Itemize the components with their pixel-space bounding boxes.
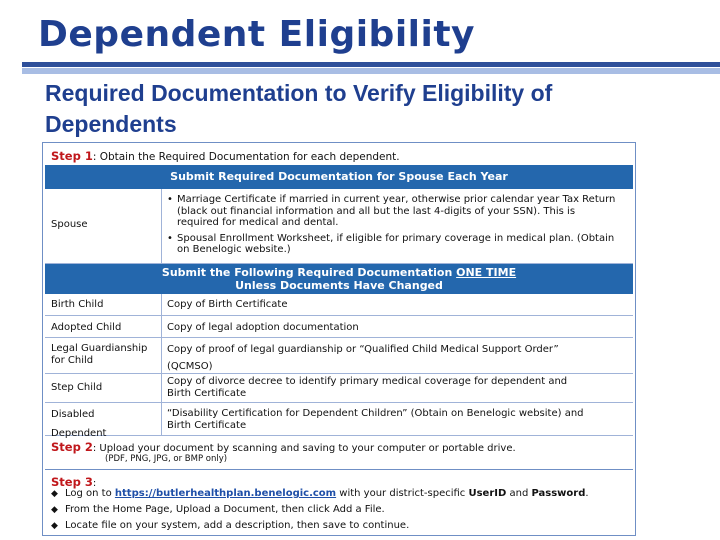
table-row [45,374,633,403]
row-label: Legal Guardianship for Child [51,343,148,366]
benelogic-link[interactable]: https://butlerhealthplan.benelogic.com [114,488,337,499]
row-doc: Copy of legal adoption documentation [167,322,359,333]
table-row [45,316,633,338]
spouse-bullet-1: • Marriage Certificate if married in current year, otherwise prior calendar year Tax Return (black out financial information and all but the last 4-digits of your SSN). This is required for medical and dental. [167,194,617,229]
documentation-table [42,142,636,536]
step2-label: Step 2 [51,440,93,454]
column-divider [161,338,162,374]
step3-line2-text: From the Home Page, Upload a Document, then click Add a File. [65,504,385,515]
user-id-text: UserID [468,488,507,499]
page-title: Dependent Eligibility [38,14,476,55]
row-label: Step Child [51,382,103,393]
diamond-bullet-icon: ◆ [51,505,58,515]
children-header-emphasis: ONE TIME [456,266,517,279]
diamond-bullet-icon: ◆ [51,489,58,499]
password-text: Password [531,488,586,499]
title-rule-dark [22,62,720,67]
spouse-bullet-2: • Spousal Enrollment Worksheet, if eligible for primary coverage in medical plan. (Obtain on Benelogic website.) [167,233,617,256]
row-doc: Copy of Birth Certificate [167,299,288,310]
step2-instruction [45,436,633,470]
children-header-line2: Unless Documents Have Changed [235,279,443,292]
row-label: Birth Child [51,299,104,310]
row-label: Disabled Dependent [51,409,107,439]
step1-text: : Obtain the Required Documentation for each dependent. [92,151,400,163]
step2-text: : Upload your document by scanning and saving to your computer or portable drive. [92,443,516,454]
spouse-row [45,189,633,264]
step3-period: . [585,488,589,499]
spouse-docs [167,194,617,256]
step2-formats: (PDF, PNG, JPG, or BMP only) [105,454,228,464]
column-divider [161,403,162,436]
table-row [45,338,633,374]
step3-label: Step 3 [51,475,93,489]
step1-instruction [51,149,400,163]
step3-instruction [45,473,633,533]
table-row [45,403,633,439]
title-rule-light [22,68,720,74]
row-doc: “Disability Certification for Dependent Children” (Obtain on Benelogic website) and Birth Certificate [167,408,584,431]
step3-and: and [506,488,532,499]
step3-line3-text: Locate file on your system, add a description, then save to continue. [65,520,410,531]
table-row [45,294,633,316]
diamond-bullet-icon: ◆ [51,521,58,531]
step1-label: Step 1 [51,149,93,163]
step3-line1-prefix: Log on to [65,488,115,499]
subtitle-line-2: Dependents [45,111,177,137]
children-header-prefix: Submit the Following Required Documentation [161,266,457,279]
spouse-section-header: Submit Required Documentation for Spouse Each Year [45,165,633,189]
column-divider [161,316,162,338]
row-label: Adopted Child [51,322,122,333]
column-divider [161,189,162,264]
step3-line-1 [51,488,589,499]
spouse-label: Spouse [51,219,88,230]
step3-line-3 [51,520,409,531]
column-divider [161,374,162,403]
row-doc: Copy of proof of legal guardianship or “Qualified Child Medical Support Order” (QCMSO) [167,344,559,372]
step3-line-2 [51,504,385,515]
step3-line1-mid: with your district-specific [336,488,469,499]
step3-colon: : [92,478,97,489]
subtitle-line-1: Required Documentation to Verify Eligibility of [45,80,553,106]
column-divider [161,294,162,316]
row-doc: Copy of divorce decree to identify primary medical coverage for dependent and Birth Certificate [167,376,568,399]
children-section-header [45,264,633,294]
